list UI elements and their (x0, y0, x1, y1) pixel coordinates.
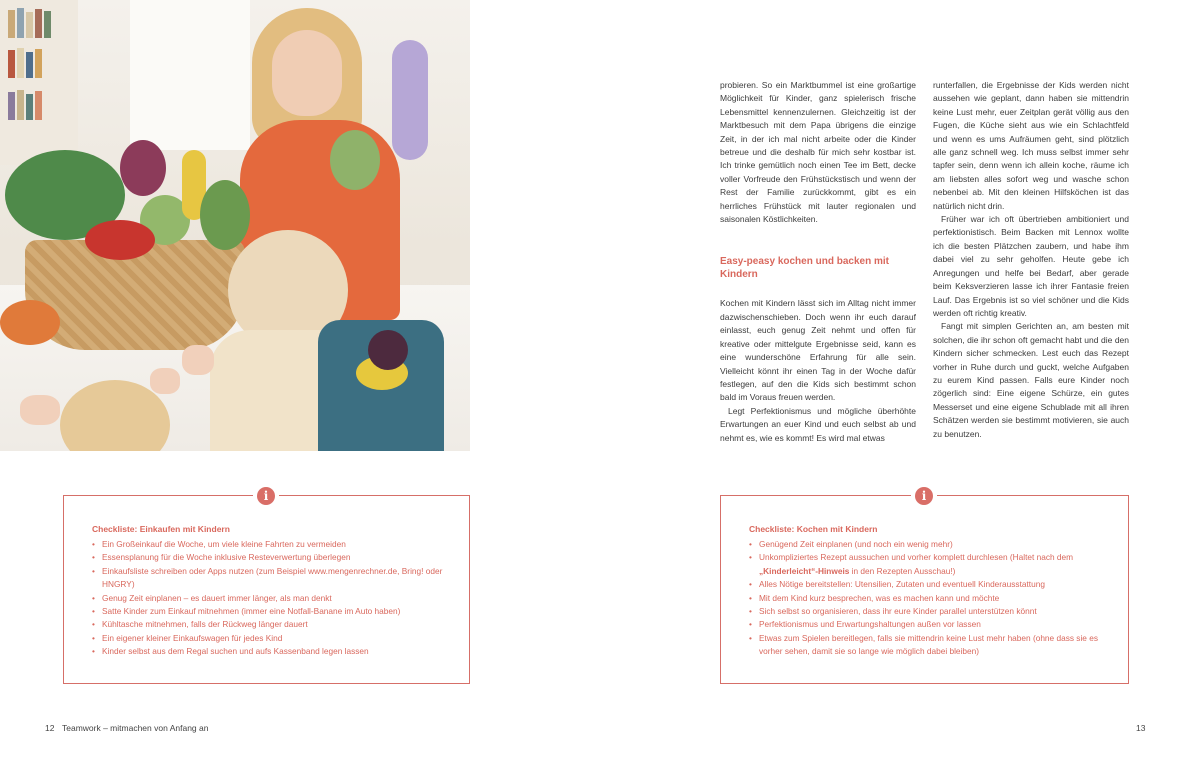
section-heading: Easy-peasy kochen und backen mit Kindern (720, 256, 889, 281)
checklist-title: Checkliste: Kochen mit Kindern (749, 524, 878, 534)
toddler-hand (20, 395, 60, 425)
oranges (0, 300, 60, 345)
text-column-right (933, 79, 1129, 441)
checklist-item: • Satte Kinder zum Einkauf mitnehmen (immer eine Notfall-Banane im Auto haben) (92, 605, 444, 618)
checklist-item: • Unkompliziertes Rezept aussuchen und vorher komplett durchlesen (Haltet nach dem „Kinderleicht“-Hinweis in den Rezepten Ausschau!) (749, 551, 1099, 578)
checklist-item: • Sich selbst so organisieren, dass ihr eure Kinder parallel unterstützen könnt (749, 605, 1099, 618)
body-paragraph: runterfallen, die Ergebnisse der Kids werden nicht aussehen wie geplant, dann haben sie mittendrin keine Lust mehr, euer Zeitplan gerät völlig aus den Fugen, die Küche sieht aus wie ein Schlachtfeld und wenn es ums Aufräumen geht, sind plötzlich alle ganz schnell weg. Ich muss selbst immer sehr tapfer sein, denn wenn ich allein koche, räume ich am liebsten alles sofort weg und wasche schon nebenbei ab. Mit den kleinen Hilfsköchen ist das natürlich nicht drin. (933, 80, 1129, 211)
body-paragraph: Legt Perfektionismus und mögliche überhöhte Erwartungen an euer Kind und euch selbst ab und nehmt es, wie es kommt! Es wird mal etwas (720, 405, 916, 443)
checklist-item: • Genug Zeit einplanen – es dauert immer länger, als man denkt (92, 592, 444, 605)
checklist-item: • Mit dem Kind kurz besprechen, was es machen kann und möchte (749, 592, 1099, 605)
artichoke (330, 130, 380, 190)
text-column-left (720, 79, 916, 445)
woman-face (272, 30, 342, 116)
body-paragraph: Kochen mit Kindern lässt sich im Alltag nicht immer dazwischenschieben. Doch wenn ihr euch darauf einlasst, euch genug Zeit nehmt und offen für kreative oder mittelgute Ergebnisse seid, kann es eine wunderschöne Erfahrung für alle sein. Vielleicht könnt ihr einen Tag in der Woche dafür festlegen, auf den die Kids sich bestimmt schon bald im Voraus freuen werden. (720, 298, 916, 403)
radicchio (120, 140, 166, 196)
window (130, 0, 250, 150)
child-hand (182, 345, 214, 375)
checklist-box-shopping (63, 489, 470, 684)
checklist-item: • Genügend Zeit einplanen (und noch ein wenig mehr) (749, 538, 1099, 551)
info-icon: i (911, 483, 937, 509)
toddler-hand (150, 368, 180, 394)
photo-woman-kids-market-basket (0, 0, 470, 451)
running-footer-title: Teamwork – mitmachen von Anfang an (62, 723, 209, 733)
checklist-item: • Alles Nötige bereitstellen: Utensilien, Zutaten und eventuell Kinderausstattung (749, 578, 1099, 591)
checklist-item: • Perfektionismus und Erwartungshaltungen außen vor lassen (749, 618, 1099, 631)
checklist-item: • Etwas zum Spielen bereitlegen, falls sie mittendrin keine Lust mehr haben (ohne dass sie es vorher sehen, damit sie so lange wie möglich dabei bleiben) (749, 632, 1099, 659)
body-paragraph: Früher war ich oft übertrieben ambitioniert und perfektionistisch. Beim Backen mit Lennox wollte ich die besten Plätzchen zaubern, und habe ihm dabei viel zu sehr geholfen. Heute gebe ich Anregungen und helfe bei Bedarf, aber gerade beim Keksverzieren lasse ich ihrer Fantasie freien Lauf. Das Ergebnis ist so viel schöner und die Kids werden oft richtig kreativ. (933, 214, 1129, 318)
checklist (749, 538, 1099, 659)
body-paragraph: Fangt mit simplen Gerichten an, am besten mit solchen, die ihr schon oft gemacht habt und die den Kindern sicher schmecken. Lest euch das Rezept vorher in Ruhe durch und guckt, welche Aufgaben zu eurem Kind passen. Falls eure Kinder noch zögerlich sind: Eine eigene Schürze, ein gutes Messerset und eine eigene Schublade mit all ihren Schätzen werden sie bestimmt motivieren, sie auch zu benutzen. (933, 321, 1129, 439)
checklist (92, 538, 444, 659)
page-number-right: 13 (1136, 723, 1146, 733)
checklist-item: • Essensplanung für die Woche inklusive Resteverwertung überlegen (92, 551, 444, 564)
body-paragraph: probieren. So ein Marktbummel ist eine großartige Möglichkeit für Kinder, ganz spielerisch frische Lebensmittel kennenzulernen. Gleichzeitig ist der Marktbesuch mit dem Papa übrigens die einzige Zeit, in der ich mal nicht arbeite oder die Kinder betreue und die deshalb für mich sehr kostbar ist. Ich trinke gemütlich noch einen Tee im Bett, decke voller Vorfreude den Frühstückstisch und wenn der Rest der Familie zurückkommt, gibt es ein herrliches Frühstück mit lauter regionalen und saisonalen Köstlichkeiten. (720, 80, 916, 225)
checklist-item: • Kinder selbst aus dem Regal suchen und aufs Kassenband legen lassen (92, 645, 444, 658)
info-icon: i (253, 483, 279, 509)
checklist-item: • Ein Großeinkauf die Woche, um viele kleine Fahrten zu vermeiden (92, 538, 444, 551)
cherry-tomatoes (85, 220, 155, 260)
kinderleicht-hint: „Kinderleicht“-Hinweis (759, 565, 850, 576)
page-number-left: 12 (45, 723, 55, 733)
checklist-title: Checkliste: Einkaufen mit Kindern (92, 524, 230, 534)
checklist-item: • Kühltasche mitnehmen, falls der Rückweg länger dauert (92, 618, 444, 631)
eggplant (368, 330, 408, 370)
checklist-box-cooking (720, 489, 1129, 684)
flower-bouquet (392, 40, 428, 160)
bookshelf (0, 0, 78, 165)
checklist-item: • Ein eigener kleiner Einkaufswagen für jedes Kind (92, 632, 444, 645)
pineapple (200, 180, 250, 250)
checklist-item: • Einkaufsliste schreiben oder Apps nutzen (zum Beispiel www.mengenrechner.de, Bring! oder HNGRY) (92, 565, 444, 592)
